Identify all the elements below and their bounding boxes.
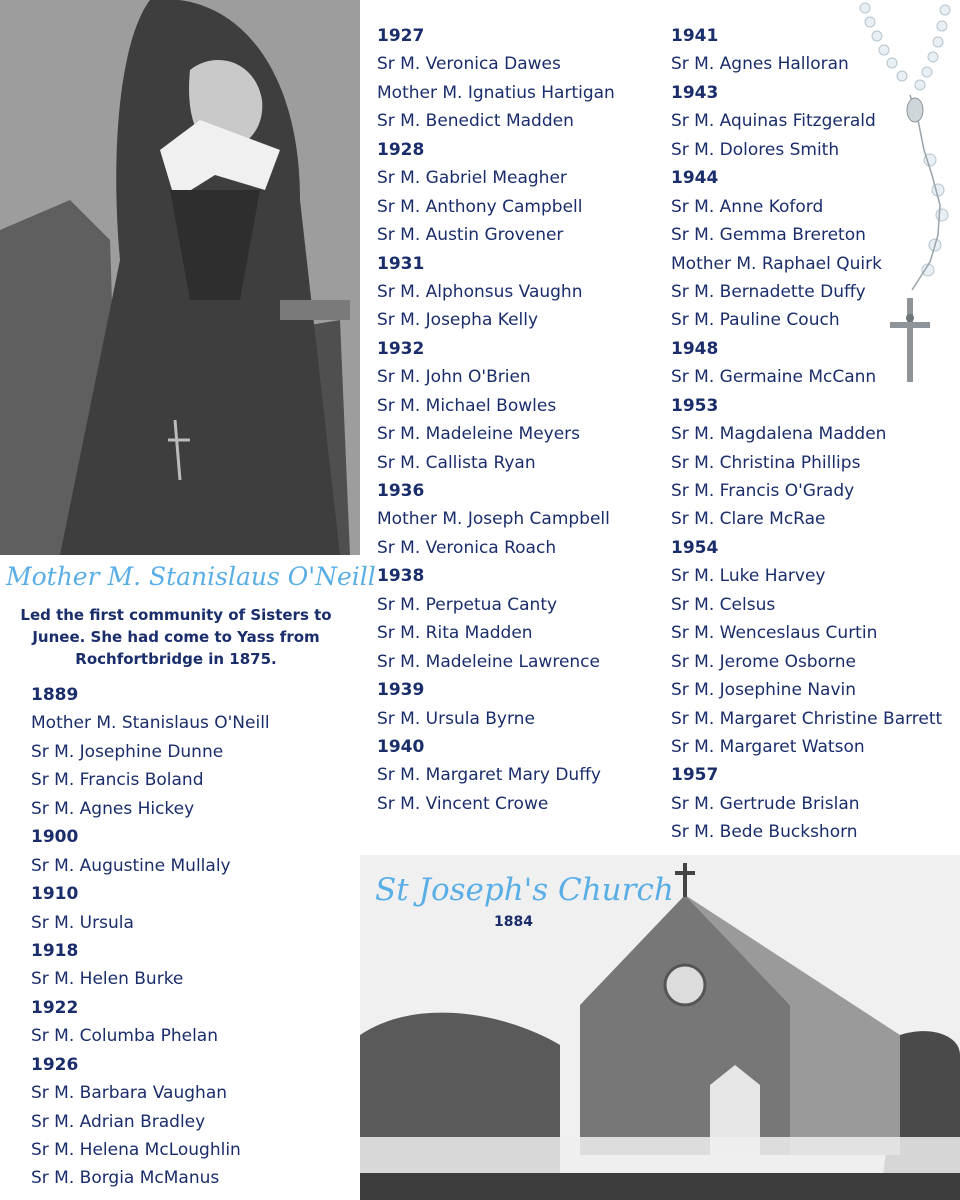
sister-name: Sr M. Luke Harvey (671, 566, 826, 587)
sister-name: Sr M. Gertrude Brislan (671, 793, 860, 814)
column-middle (377, 22, 615, 818)
sister-name: Sr M. Wenceslaus Curtin (671, 623, 878, 644)
sister-name: Sr M. Veronica Dawes (377, 54, 561, 75)
sister-name: Sr M. Josephine Navin (671, 680, 857, 701)
nun-portrait-illustration (0, 0, 360, 555)
sister-name: Sr M. Christina Phillips (671, 452, 861, 473)
sister-name: Mother M. Ignatius Hartigan (377, 82, 615, 103)
sister-name: Sr M. Borgia McManus (31, 1168, 220, 1189)
sister-name: Sr M. Vincent Crowe (377, 793, 549, 814)
year-heading: 1931 (377, 253, 425, 274)
year-heading: 1943 (671, 82, 719, 103)
year-heading: 1957 (671, 765, 719, 786)
sister-name: Sr M. Helena McLoughlin (31, 1140, 241, 1160)
year-heading: 1922 (31, 997, 79, 1018)
sister-name: Sr M. Ursula (31, 912, 134, 933)
sister-name: Sr M. Ursula Byrne (377, 708, 535, 729)
sister-name: Sr M. Augustine Mullaly (31, 855, 231, 876)
year-heading: 1927 (377, 26, 425, 46)
sister-name: Sr M. Margaret Watson (671, 736, 865, 757)
year-heading: 1910 (31, 884, 79, 905)
sister-name: Sr M. Celsus (671, 594, 776, 615)
sister-name: Sr M. Josephine Dunne (31, 741, 224, 762)
year-heading: 1928 (377, 139, 425, 160)
sister-name: Sr M. Josepha Kelly (377, 310, 539, 331)
sister-name: Sr M. Benedict Madden (377, 111, 574, 132)
sister-name: Mother M. Stanislaus O'Neill (31, 713, 270, 734)
sister-name: Sr M. Jerome Osborne (671, 651, 856, 672)
sister-name: Sr M. Madeleine Meyers (377, 424, 581, 445)
rosary-icon (850, 0, 960, 390)
sister-name: Sr M. Margaret Christine Barrett (671, 708, 943, 729)
sister-name: Sr M. Bernadette Duffy (671, 281, 866, 302)
year-heading: 1939 (377, 680, 425, 701)
sister-name: Sr M. Clare McRae (671, 509, 826, 530)
sister-name: Sr M. Rita Madden (377, 623, 533, 644)
year-heading: 1948 (671, 338, 719, 359)
nun-caption-name: Mother M. Stanislaus O'Neill (6, 562, 376, 591)
year-heading: 1900 (31, 827, 79, 848)
sister-name: Sr M. Anne Koford (671, 196, 824, 217)
column-left (31, 681, 270, 1193)
year-heading: 1944 (671, 168, 719, 189)
sister-name: Sr M. Bede Buckshorn (671, 822, 858, 843)
sister-name: Sr M. Agnes Halloran (671, 54, 849, 75)
sister-name: Sr M. Perpetua Canty (377, 594, 558, 615)
year-heading: 1932 (377, 338, 425, 359)
nun-caption-description: Led the first community of Sisters to Junee. She had come to Yass from Rochfortbridge in 1875. (20, 606, 332, 668)
sister-name: Sr M. Veronica Roach (377, 537, 557, 558)
sister-name: Sr M. Gemma Brereton (671, 225, 866, 246)
year-heading: 1938 (377, 566, 425, 587)
sister-name: Sr M. Helen Burke (31, 969, 184, 990)
sister-name: Mother M. Joseph Campbell (377, 509, 610, 530)
year-heading: 1926 (31, 1054, 79, 1075)
year-heading: 1953 (671, 395, 719, 416)
nun-portrait-photo (0, 0, 360, 555)
sister-name: Sr M. Francis O'Grady (671, 481, 855, 501)
sister-name: Sr M. Barbara Vaughan (31, 1083, 228, 1104)
sister-name: Sr M. Callista Ryan (377, 452, 536, 473)
sister-name: Sr M. Magdalena Madden (671, 424, 887, 445)
sister-name: Sr M. Dolores Smith (671, 139, 840, 160)
sister-name: Sr M. Gabriel Meagher (377, 168, 567, 189)
sister-name: Mother M. Raphael Quirk (671, 253, 882, 274)
church-caption-year: 1884 (494, 914, 533, 930)
crucifix-icon (890, 298, 930, 382)
year-heading: 1889 (31, 685, 79, 705)
sister-name: Sr M. Pauline Couch (671, 310, 840, 331)
sister-name: Sr M. Francis Boland (31, 770, 204, 791)
sister-name: Sr M. Madeleine Lawrence (377, 651, 600, 672)
sister-name: Sr M. Columba Phelan (31, 1026, 218, 1047)
sister-name: Sr M. John O'Brien (377, 367, 531, 388)
sister-name: Sr M. Adrian Bradley (31, 1111, 206, 1132)
year-heading: 1954 (671, 537, 719, 558)
church-caption-name: St Joseph's Church (375, 872, 674, 908)
sister-name: Sr M. Germaine McCann (671, 367, 877, 388)
year-heading: 1936 (377, 481, 425, 501)
sister-name: Sr M. Anthony Campbell (377, 196, 583, 217)
sister-name: Sr M. Margaret Mary Duffy (377, 765, 601, 786)
sister-name: Sr M. Austin Grovener (377, 225, 564, 246)
year-heading: 1918 (31, 940, 79, 961)
year-heading: 1941 (671, 26, 719, 46)
sister-name: Sr M. Agnes Hickey (31, 798, 195, 819)
sister-name: Sr M. Michael Bowles (377, 395, 557, 416)
year-heading: 1940 (377, 736, 425, 757)
sister-name: Sr M. Alphonsus Vaughn (377, 281, 583, 302)
sister-name: Sr M. Aquinas Fitzgerald (671, 111, 876, 132)
